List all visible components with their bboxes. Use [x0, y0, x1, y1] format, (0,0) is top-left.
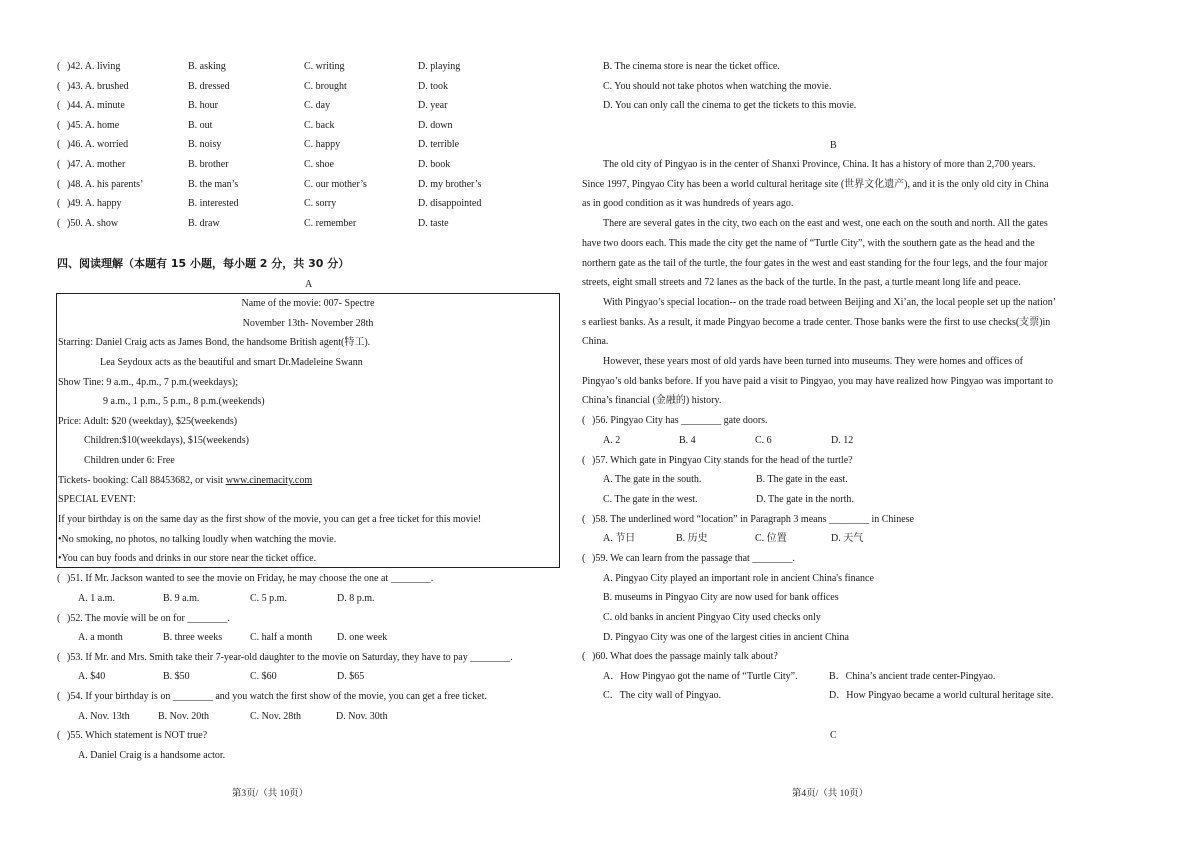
passage-b-label: B [830, 140, 837, 151]
passage-b-line: streets, eight small streets and 72 lanes as the back of the turtle. In the past, a turtle meant long life and peace. [582, 277, 1021, 289]
q59-option-a[interactable]: A. Pingyao City played an important role in ancient China's finance [603, 573, 874, 584]
q58-option-d[interactable]: D. 天气 [831, 533, 864, 544]
cloze-option-a[interactable]: )46. A. worried [67, 139, 129, 151]
passage-b-line: With Pingyao’s special location-- on the trade road between Beijing and Xi’an, the local people set up the nation’ [603, 296, 1057, 308]
cloze-answer-paren[interactable]: ( [57, 198, 61, 210]
q52-option-d[interactable]: D. one week [337, 632, 388, 643]
q51-option-c[interactable]: C. 5 p.m. [250, 593, 287, 604]
cloze-answer-paren[interactable]: ( [57, 217, 61, 229]
q55-option-c[interactable]: C. You should not take photos when watching the movie. [603, 81, 832, 92]
q51-paren[interactable]: ( [57, 573, 61, 584]
q59-option-b[interactable]: B. museums in Pingyao City are now used for bank offices [603, 592, 839, 603]
cloze-answer-paren[interactable]: ( [57, 159, 61, 170]
cloze-option-a[interactable]: )44. A. minute [67, 100, 125, 112]
q55-option-a[interactable]: A. Daniel Craig is a handsome actor. [78, 750, 226, 761]
cloze-option-a[interactable]: )42. A. living [67, 61, 121, 72]
passage-a-label: A [305, 279, 313, 290]
notice-movie-name: Name of the movie: 007- Spectre [241, 298, 375, 309]
cloze-option-c[interactable]: C. remember [304, 217, 357, 229]
cloze-option-b[interactable]: B. out [188, 119, 213, 131]
passage-c-label: C [830, 730, 837, 741]
q58-option-c[interactable]: C. 位置 [755, 533, 787, 544]
q54-stem: )54. If your birthday is on ________ and you watch the first show of the movie, you can get a free ticket. [67, 691, 487, 702]
passage-b-line: However, these years most of old yards have been turned into museums. They were homes and offices of [603, 356, 1023, 367]
q55-option-b[interactable]: B. The cinema store is near the ticket office. [603, 61, 780, 72]
notice-birthday-offer: If your birthday is on the same day as the first show of the movie, you can get a free ticket for this movie! [58, 514, 482, 525]
cloze-option-d[interactable]: D. taste [418, 217, 449, 229]
notice-showtime: Show Tine: 9 a.m., 4p.m., 7 p.m.(weekdays); [58, 377, 238, 388]
cloze-option-c[interactable]: C. sorry [304, 198, 337, 210]
q60-option-c[interactable]: C．The city wall of Pingyao. [603, 690, 722, 701]
notice-special-event: SPECIAL EVENT: [58, 494, 136, 505]
cloze-answer-paren[interactable]: ( [57, 178, 61, 190]
q58-stem: )58. The underlined word “location” in Paragraph 3 means ________ in Chinese [592, 514, 914, 525]
cloze-option-a[interactable]: )43. A. brushed [67, 80, 129, 92]
q60-option-a[interactable]: A．How Pingyao got the name of “Turtle City”. [603, 671, 798, 682]
notice-tickets [58, 475, 312, 487]
q52-option-a[interactable]: A. a month [78, 632, 123, 643]
q60-stem: )60. What does the passage mainly talk about? [592, 651, 778, 662]
q52-option-c[interactable]: C. half a month [250, 632, 313, 643]
q56-stem: )56. Pingyao City has ________ gate doors. [592, 415, 768, 426]
passage-b-line: China’s financial (金融的) history. [582, 395, 722, 407]
q53-paren[interactable]: ( [57, 652, 61, 663]
q53-option-d[interactable]: D. $65 [337, 671, 365, 682]
q54-paren[interactable]: ( [57, 691, 61, 702]
cloze-option-d[interactable]: D. year [418, 100, 448, 112]
q53-option-c[interactable]: C. $60 [250, 671, 277, 682]
q53-stem: )53. If Mr. and Mrs. Smith take their 7-year-old daughter to the movie on Saturday, they have to pay ________. [67, 652, 513, 663]
cloze-option-c[interactable]: C. day [304, 100, 331, 112]
q57-option-a[interactable]: A. The gate in the south. [603, 474, 702, 485]
notice-dates: November 13th- November 28th [242, 318, 374, 329]
q57-option-d[interactable]: D. The gate in the north. [756, 494, 854, 505]
q56-option-a[interactable]: A. 2 [603, 435, 621, 446]
q53-option-a[interactable]: A. $40 [78, 671, 106, 682]
cloze-option-d[interactable]: D. playing [418, 61, 461, 72]
notice-starring: Starring: Daniel Craig acts as James Bond, the handsome British agent(特工). [58, 337, 371, 348]
cloze-option-b[interactable]: B. asking [188, 61, 226, 72]
notice-starring-2: Lea Seydoux acts as the beautiful and smart Dr.Madeleine Swann [100, 357, 363, 368]
q55-paren[interactable]: ( [57, 730, 61, 741]
cloze-answer-paren[interactable]: ( [57, 61, 61, 72]
cloze-option-b[interactable]: B. dressed [188, 80, 230, 92]
cloze-option-c[interactable]: C. shoe [304, 159, 334, 170]
cloze-option-b[interactable]: B. the man’s [188, 178, 239, 190]
q57-paren[interactable]: ( [582, 455, 586, 466]
notice-price-2: Children:$10(weekdays), $15(weekends) [84, 435, 249, 446]
cloze-option-d[interactable]: D. book [418, 159, 451, 170]
page-footer-right: 第4页/（共 10页） [791, 789, 869, 799]
cloze-answer-paren[interactable]: ( [57, 139, 61, 151]
passage-b-line: There are several gates in the city, two each on the east and west, one each on the south and north. All the gates [603, 218, 1048, 230]
q51-option-d[interactable]: D. 8 p.m. [337, 593, 375, 604]
q56-option-d[interactable]: D. 12 [831, 435, 854, 446]
cloze-option-c[interactable]: C. back [304, 119, 335, 131]
cloze-option-d[interactable]: D. terrible [418, 139, 460, 151]
q52-option-b[interactable]: B. three weeks [163, 632, 223, 643]
notice-showtime-2: 9 a.m., 1 p.m., 5 p.m., 8 p.m.(weekends) [103, 396, 265, 407]
notice-tickets-text: Tickets- booking: Call 88453682, or visit [58, 475, 226, 486]
cloze-option-d[interactable]: D. disappointed [418, 198, 482, 210]
cloze-option-b[interactable]: B. brother [188, 159, 229, 170]
q58-option-a[interactable]: A. 节日 [603, 533, 636, 544]
passage-b-line: s earliest banks. As a result, it made Pingyao become a trade center. Those banks were the first to use checks(支票)in [582, 316, 1051, 328]
cloze-option-b[interactable]: B. hour [188, 100, 218, 112]
q60-paren[interactable]: ( [582, 651, 586, 662]
cloze-answer-paren[interactable]: ( [57, 80, 61, 92]
q56-paren[interactable]: ( [582, 415, 586, 426]
q57-option-c[interactable]: C. The gate in the west. [603, 494, 698, 505]
cloze-answer-paren[interactable]: ( [57, 119, 61, 131]
q56-option-c[interactable]: C. 6 [755, 435, 772, 446]
passage-b-line: northern gate as the tail of the turtle, the four gates in the west and east standing for the four legs, and the four major [582, 257, 1048, 269]
cloze-option-c[interactable]: C. writing [304, 61, 345, 72]
passage-b-line: Since 1997, Pingyao City has been a world cultural heritage site (世界文化遗产), and it is the only old city in China [582, 178, 1049, 190]
q59-option-d[interactable]: D. Pingyao City was one of the largest cities in ancient China [603, 632, 849, 643]
q59-option-c[interactable]: C. old banks in ancient Pingyao City used checks only [603, 612, 821, 623]
cloze-option-a[interactable]: )50. A. show [67, 217, 119, 229]
q59-paren[interactable]: ( [582, 553, 586, 564]
q57-stem: )57. Which gate in Pingyao City stands for the head of the turtle? [592, 455, 853, 466]
q57-option-b[interactable]: B. The gate in the east. [756, 474, 848, 485]
passage-b-line: as in good condition as it was hundreds of years ago. [582, 198, 794, 210]
notice-price: Price: Adult: $20 (weekday), $25(weekends) [58, 416, 238, 427]
q52-paren[interactable]: ( [57, 613, 61, 624]
q55-stem: )55. Which statement is NOT true? [67, 730, 208, 741]
cloze-option-d[interactable]: D. down [418, 119, 453, 131]
section-title: 四、阅读理解（本题有 15 小题，每小题 2 分，共 30 分） [57, 257, 350, 270]
cloze-option-a[interactable]: )48. A. his parents’ [67, 178, 144, 190]
q51-option-b[interactable]: B. 9 a.m. [163, 593, 200, 604]
cloze-option-c[interactable]: C. our mother’s [304, 178, 367, 190]
passage-b-line: Pingyao’s old banks before. If you have paid a visit to Pingyao, you may have realized how Pingyao was important to [582, 375, 1054, 387]
q53-option-b[interactable]: B. $50 [163, 671, 190, 682]
q54-option-b[interactable]: B. Nov. 20th [158, 711, 210, 722]
cloze-option-d[interactable]: D. my brother’s [418, 178, 482, 190]
q59-stem: )59. We can learn from the passage that ________. [592, 553, 795, 564]
q60-option-b[interactable]: B．China’s ancient trade center-Pingyao. [829, 671, 996, 682]
cloze-option-a[interactable]: )47. A. mother [67, 159, 126, 170]
movie-notice-box [56, 293, 560, 568]
q51-stem: )51. If Mr. Jackson wanted to see the movie on Friday, he may choose the one at ________. [67, 573, 434, 584]
cloze-option-b[interactable]: B. interested [188, 198, 239, 210]
cloze-option-b[interactable]: B. draw [188, 217, 220, 229]
passage-b-line: have two doors each. This made the city get the name of “Turtle City”, with the southern gate as the head and the [582, 237, 1035, 249]
q58-option-b[interactable]: B. 历史 [676, 533, 708, 544]
notice-rule-1: •No smoking, no photos, no talking loudly when watching the movie. [58, 534, 337, 545]
cinema-website-link[interactable]: www.cinemacity.com [225, 475, 313, 486]
notice-rule-2: •You can buy foods and drinks in our store near the ticket office. [58, 553, 317, 564]
page-footer-left: 第3页/（共 10页） [231, 789, 309, 799]
q54-option-a[interactable]: A. Nov. 13th [78, 711, 130, 722]
passage-b-line: China. [582, 336, 609, 348]
q60-option-d[interactable]: D．How Pingyao became a world cultural heritage site. [829, 690, 1054, 701]
notice-price-3: Children under 6: Free [84, 455, 175, 466]
q56-option-b[interactable]: B. 4 [679, 435, 696, 446]
q51-option-a[interactable]: A. 1 a.m. [78, 593, 115, 604]
cloze-option-a[interactable]: )49. A. happy [67, 198, 122, 210]
q55-option-d[interactable]: D. You can only call the cinema to get the tickets to this movie. [603, 100, 857, 111]
cloze-option-b[interactable]: B. noisy [188, 139, 222, 151]
q54-option-d[interactable]: D. Nov. 30th [336, 711, 388, 722]
q58-paren[interactable]: ( [582, 514, 586, 525]
cloze-option-a[interactable]: )45. A. home [67, 119, 120, 131]
cloze-option-d[interactable]: D. took [418, 80, 448, 92]
q52-stem: )52. The movie will be on for ________. [67, 613, 230, 624]
q54-option-c[interactable]: C. Nov. 28th [250, 711, 302, 722]
cloze-option-c[interactable]: C. brought [304, 80, 347, 92]
cloze-answer-paren[interactable]: ( [57, 100, 61, 112]
cloze-option-c[interactable]: C. happy [304, 139, 341, 151]
passage-b-line: The old city of Pingyao is in the center of Shanxi Province, China. It has a history of more than 2,700 years. [603, 159, 1036, 170]
